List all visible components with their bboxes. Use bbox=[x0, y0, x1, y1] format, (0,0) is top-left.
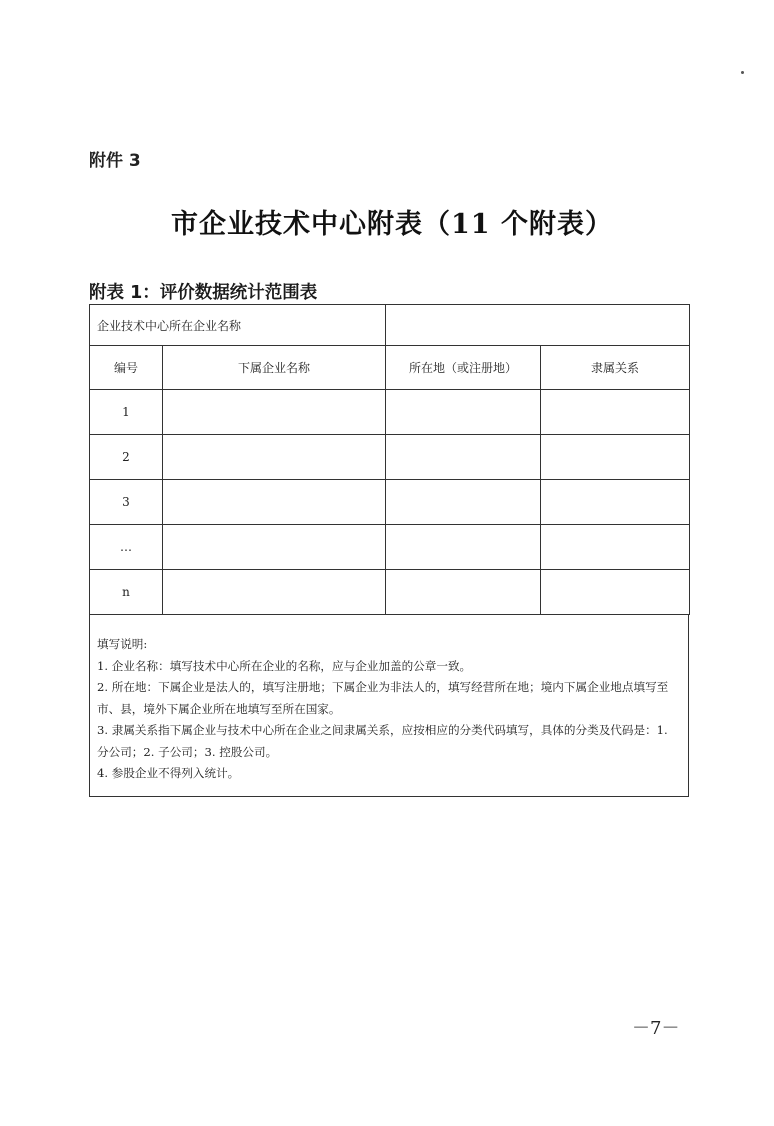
company-name-label: 企业技术中心所在企业名称 bbox=[90, 305, 386, 346]
company-name-row bbox=[90, 305, 690, 346]
instruction-item: 2. 所在地：下属企业是法人的，填写注册地；下属企业为非法人的，填写经营所在地；境内下属企业地点填写至市、县，境外下属企业所在地填写至所在国家。 bbox=[97, 680, 669, 716]
header-number: 编号 bbox=[90, 346, 163, 390]
subsidiary-name-cell[interactable] bbox=[163, 570, 386, 615]
row-number: … bbox=[90, 525, 163, 570]
scan-speck bbox=[741, 71, 744, 74]
header-relation: 隶属关系 bbox=[541, 346, 690, 390]
page-number: －7－ bbox=[632, 1018, 680, 1039]
relation-cell[interactable] bbox=[541, 480, 690, 525]
location-cell[interactable] bbox=[386, 480, 541, 525]
table-row bbox=[90, 570, 690, 615]
filling-instructions bbox=[89, 614, 689, 797]
table-row bbox=[90, 525, 690, 570]
page-title: 市企业技术中心附表（11 个附表） bbox=[171, 209, 613, 240]
instructions-title: 填写说明: bbox=[97, 637, 148, 651]
location-cell[interactable] bbox=[386, 570, 541, 615]
table-subtitle: 附表 1：评价数据统计范围表 bbox=[89, 283, 318, 303]
table-row bbox=[90, 390, 690, 435]
relation-cell[interactable] bbox=[541, 390, 690, 435]
table-header-row bbox=[90, 346, 690, 390]
instruction-item: 1. 企业名称：填写技术中心所在企业的名称，应与企业加盖的公章一致。 bbox=[97, 658, 472, 673]
subsidiary-name-cell[interactable] bbox=[163, 480, 386, 525]
relation-cell[interactable] bbox=[541, 435, 690, 480]
header-subsidiary-name: 下属企业名称 bbox=[163, 346, 386, 390]
instruction-item: 4. 参股企业不得列入统计。 bbox=[97, 766, 240, 780]
row-number: 3 bbox=[90, 480, 163, 525]
attachment-label: 附件 3 bbox=[89, 151, 141, 171]
subsidiary-name-cell[interactable] bbox=[163, 390, 386, 435]
subsidiary-name-cell[interactable] bbox=[163, 435, 386, 480]
row-number: n bbox=[90, 570, 163, 615]
subsidiary-name-cell[interactable] bbox=[163, 525, 386, 570]
header-location: 所在地（或注册地） bbox=[386, 346, 541, 390]
table-row bbox=[90, 480, 690, 525]
relation-cell[interactable] bbox=[541, 525, 690, 570]
company-name-field[interactable] bbox=[386, 305, 690, 346]
row-number: 2 bbox=[90, 435, 163, 480]
statistics-scope-table bbox=[89, 304, 690, 615]
relation-cell[interactable] bbox=[541, 570, 690, 615]
instruction-item: 3. 隶属关系指下属企业与技术中心所在企业之间隶属关系，应按相应的分类代码填写，具体的分类及代码是：1. 分公司；2. 子公司；3. 控股公司。 bbox=[97, 723, 668, 759]
location-cell[interactable] bbox=[386, 435, 541, 480]
location-cell[interactable] bbox=[386, 525, 541, 570]
location-cell[interactable] bbox=[386, 390, 541, 435]
table-row bbox=[90, 435, 690, 480]
row-number: 1 bbox=[90, 390, 163, 435]
